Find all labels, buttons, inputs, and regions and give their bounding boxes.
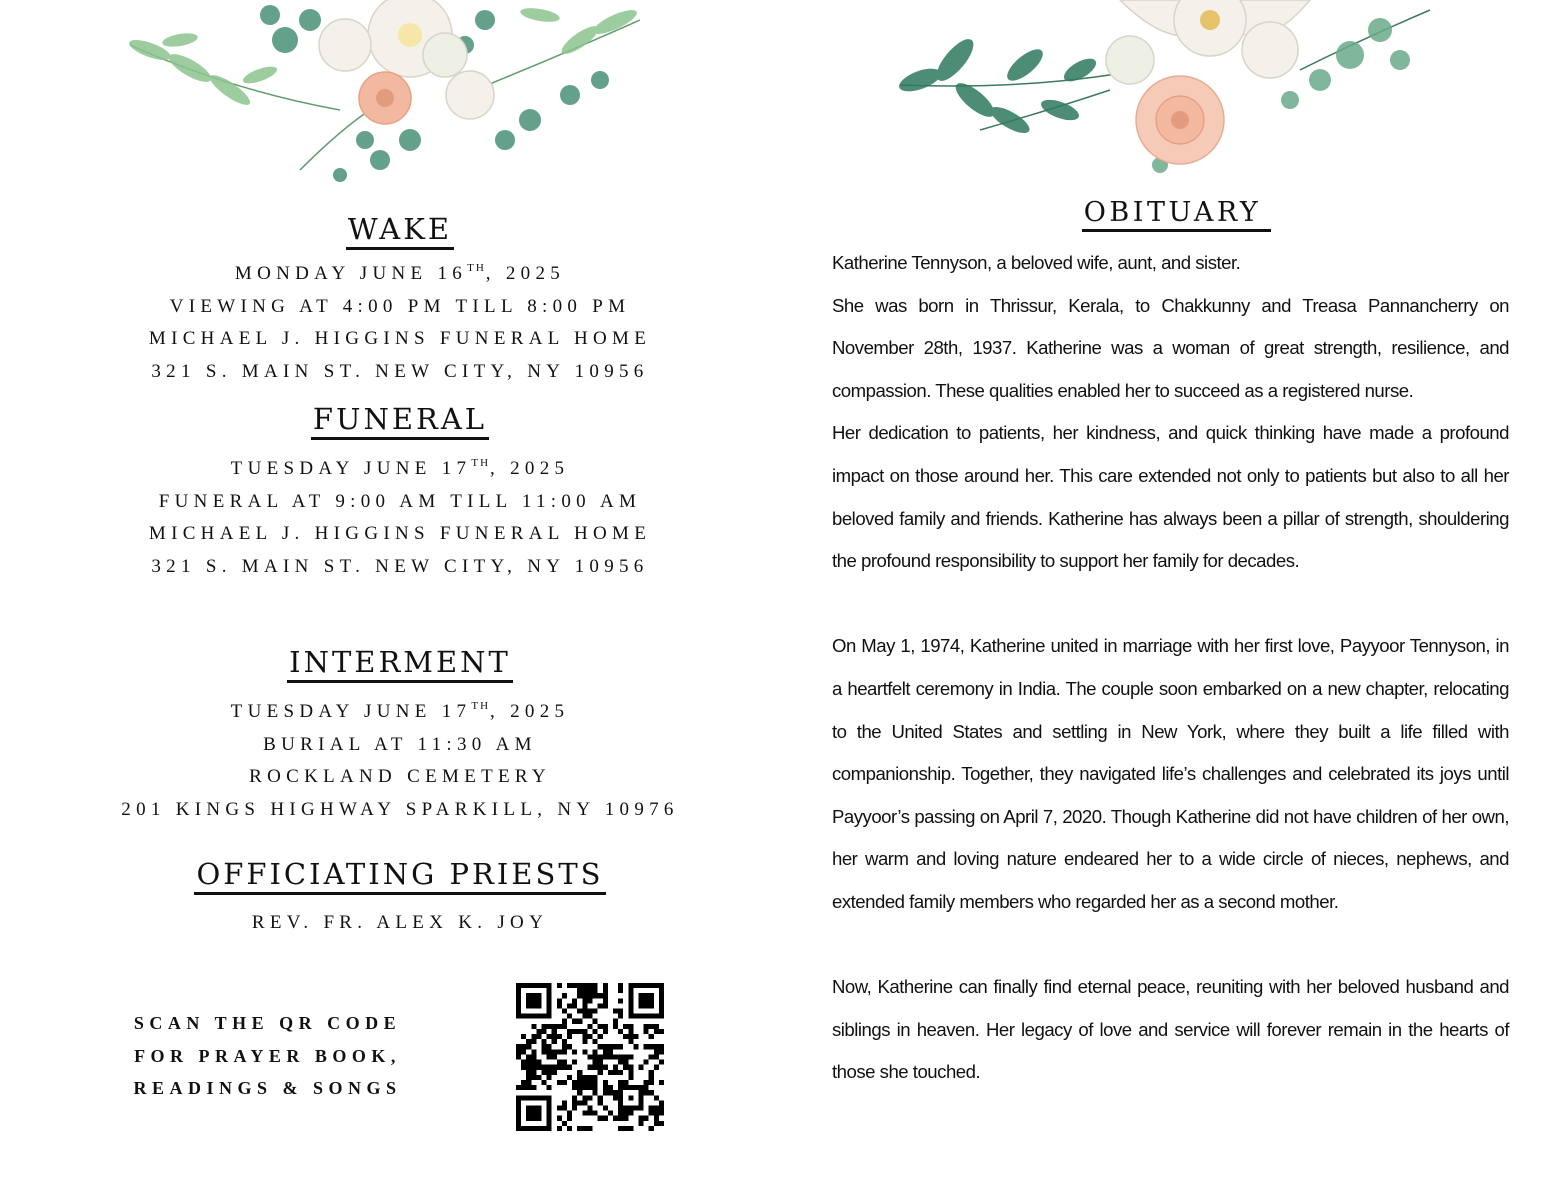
wake-title: WAKE	[0, 212, 800, 250]
wake-date: MONDAY JUNE 16TH, 2025	[234, 262, 566, 284]
paragraph-gap	[832, 583, 1509, 626]
qr-caption	[110, 1007, 425, 1105]
wake-details	[0, 258, 800, 388]
burial-time: BURIAL AT 11:30 AM	[263, 733, 537, 755]
interment-title: INTERMENT	[0, 645, 800, 683]
funeral-venue: MICHAEL J. HIGGINS FUNERAL HOME	[148, 523, 652, 544]
funeral-time: FUNERAL AT 9:00 AM TILL 11:00 AM	[158, 490, 642, 512]
wake-address: 321 S. MAIN ST. NEW CITY, NY 10956	[151, 360, 649, 382]
obituary-paragraph: Her dedication to patients, her kindness, and quick thinking have made a profound impact on those around her. This care extended not only to patients but also to all her beloved family and friends. Katherine has always been a pillar of strength, shouldering the profound responsibility to support her family for decades.	[832, 422, 1509, 572]
obituary-body	[832, 242, 1509, 1094]
officiating-priests-title: OFFICIATING PRIESTS	[0, 857, 800, 895]
cemetery-name: ROCKLAND CEMETERY	[249, 766, 551, 787]
funeral-date: TUESDAY JUNE 17TH, 2025	[230, 457, 570, 479]
wake-viewing-time: VIEWING AT 4:00 PM TILL 8:00 PM	[169, 295, 631, 317]
qr-caption-line: READINGS & SONGS	[133, 1078, 402, 1098]
floral-arrangement-icon	[110, 0, 660, 190]
qr-caption-line: SCAN THE QR CODE	[133, 1013, 402, 1033]
qr-caption-line: FOR PRAYER BOOK,	[134, 1045, 401, 1066]
funeral-details	[0, 453, 800, 583]
funeral-title: FUNERAL	[0, 402, 800, 440]
interment-date: TUESDAY JUNE 17TH, 2025	[230, 700, 570, 722]
obituary-title: OBITUARY	[800, 196, 1553, 232]
floral-arrangement-icon	[880, 0, 1440, 185]
obituary-paragraph: Now, Katherine can finally find eternal peace, reuniting with her beloved husband and siblings in heaven. Her legacy of love and service will forever remain in the hearts of those she touched.	[832, 976, 1509, 1083]
priest-name: REV. FR. ALEX K. JOY	[251, 912, 549, 933]
obituary-paragraph: She was born in Thrissur, Kerala, to Chakkunny and Treasa Pannancherry on November 28th, 1937. Katherine was a woman of great strength, resilience, and compassion. These qualities enabled her to succeed as a registered nurse.	[832, 294, 1509, 401]
officiating-priests-details	[0, 907, 800, 940]
wake-venue: MICHAEL J. HIGGINS FUNERAL HOME	[148, 328, 652, 349]
right-panel	[800, 0, 1553, 1200]
funeral-address: 321 S. MAIN ST. NEW CITY, NY 10956	[151, 555, 649, 577]
qr-code-icon[interactable]	[516, 983, 664, 1131]
obituary-paragraph: On May 1, 1974, Katherine united in marriage with her first love, Payyoor Tennyson, in a heartfelt ceremony in India. The couple soon embarked on a new chapter, relocating to the United States and settling in New York, where they built a life filled with companionship. Together, they navigated life’s challenges and celebrated its joys until Payyoor’s passing on April 7, 2020. Though Katherine did not have children of her own, her warm and loving nature endeared her to a wide circle of nieces, nephews, and extended family members who regarded her as a second mother.	[832, 635, 1509, 912]
paragraph-gap	[832, 924, 1509, 967]
interment-details	[0, 696, 800, 826]
obituary-paragraph: Katherine Tennyson, a beloved wife, aunt, and sister.	[832, 252, 1241, 273]
cemetery-address: 201 KINGS HIGHWAY SPARKILL, NY 10976	[121, 798, 679, 820]
